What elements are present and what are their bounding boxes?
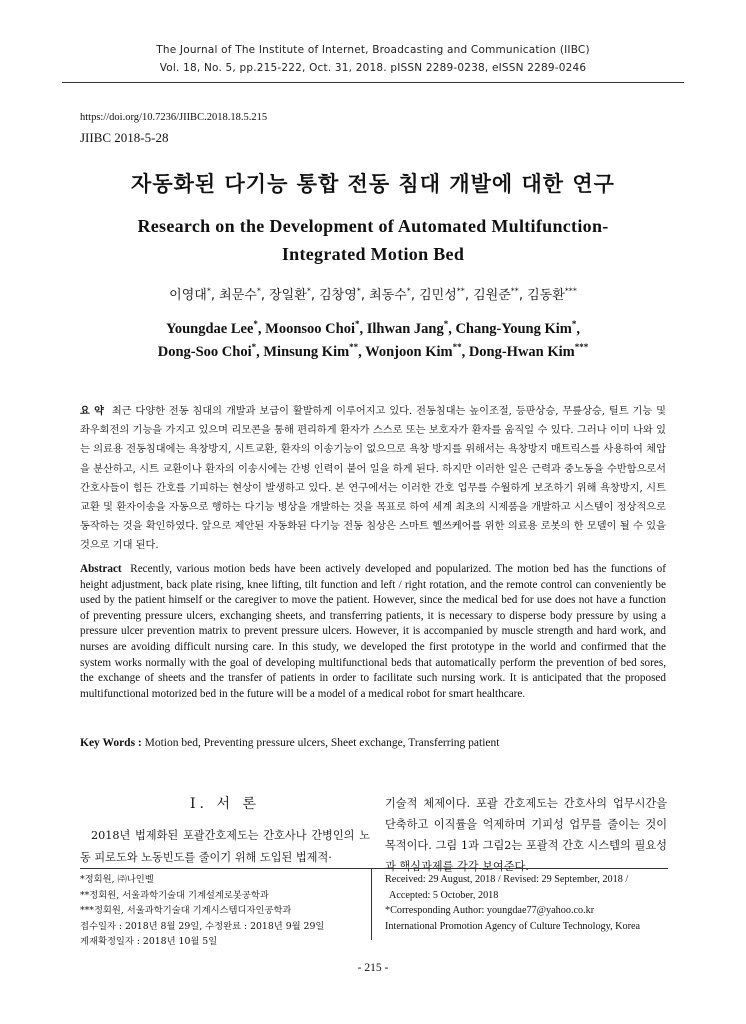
author-mark: * [443,319,449,330]
footnotes-dates [385,872,670,934]
intro-right-column: 기술적 체제이다. 포괄 간호제도는 간호사의 업무시간을 단축하고 이직률을 억제하며 기피성 업무를 줄이는 것이 목적이다. 그림 1과 그림2는 포괄적 간호 시스템의 필요성과 핵심과제를 각각 보여준다. [385,797,667,873]
author-mark: ** [349,342,359,353]
author-kor: 김동환 [527,288,565,303]
author-mark: * [356,286,361,296]
keywords [80,737,499,749]
article-id: JIIBC 2018-5-28 [80,130,169,145]
author-kor: 김원준 [473,288,511,303]
author-eng: Dong-Hwan Kim [468,344,575,360]
author-kor: 김창영 [319,288,357,303]
footnote-line: *정회원, ㈜나인벨 [80,874,154,885]
footnote-line: *Corresponding Author: youngdae77@yahoo.co.kr [385,905,595,917]
author-eng: Youngdae Lee [165,321,254,337]
keywords-label: Key Words : [80,737,142,749]
english-abstract [80,562,666,702]
author-mark: *** [564,286,577,296]
author-kor: 최문수 [219,288,257,303]
page-number: - 215 - [357,962,389,974]
footnote-line: International Promotion Agency of Culture Technology, Korea [385,920,641,932]
korean-authors: 이영대*, 최문수*, 장일환*, 김창영*, 최동수*, 김민성**, 김원준**, 김동환*** [169,286,577,303]
footnote-divider [80,868,668,869]
author-mark: ** [456,286,465,296]
english-title-line1: Research on the Development of Automated Multifunction- [137,216,609,236]
section-title-introduction: Ⅰ. 서 론 [190,796,260,812]
author-eng: Ilhwan Jang [366,321,444,337]
header-divider [62,82,684,83]
english-abstract-label: Abstract [80,563,122,575]
korean-abstract-text: 최근 다양한 전동 침대의 개발과 보급이 활발하게 이루어지고 있다. 전동침대는 높이조절, 등판상승, 무릎상승, 틸트 기능 및 좌우회전의 기능을 가지고 있으며 리모콘을 통해 편리하게 환자가 스스로 또는 보호자가 환자를 움직일 수 있다. 그러나 이미 나와 있는 의료용 전동침대에는 욕창방지, 시트교환, 환자의 이송기능이 없으므로 욕창 방지를 위해서는 욕창방지 매트릭스를 사용하여 체압을 분산하고, 시트 교환이나 환자의 이송시에는 간병 인력이 붙어 일을 하게 된다. 하지만 이러한 일은 근력과 중노동을 수반함으로서 간호사들이 힘든 간호를 기피하는 현상이 발생하고 있다. 본 연구에서는 이러한 간호 업무를 수월하게 보조하기 위해 욕창방지, 시트교환 및 환자이송을 자동으로 행하는 다기능 병상을 개발하는 것을 목표로 하여 세계 최초의 시제품을 개발하고 시스템이 정상적으로 동작하는 것을 확인하였다. 앞으로 제안된 자동화된 다기능 전동 침상은 스마트 헬쓰케어를 위한 의료용 로봇의 한 모델이 될 수 있을 것으로 기대 된다. [80,406,666,552]
doi-link[interactable]: https://doi.org/10.7236/JIIBC.2018.18.5.215 [80,112,268,123]
author-kor: 최동수 [369,288,407,303]
author-mark: ** [452,342,462,353]
author-mark: * [256,286,261,296]
keywords-text: Motion bed, Preventing pressure ulcers, Sheet exchange, Transferring patient [144,737,500,749]
author-eng: Wonjoon Kim [365,344,453,360]
korean-title: 자동화된 다기능 통합 전동 침대 개발에 대한 연구 [131,171,615,196]
korean-abstract [80,402,666,556]
author-kor: 이영대 [169,288,207,303]
footnote-line: Accepted: 5 October, 2018 [389,889,499,901]
footnotes-affiliations [80,872,368,950]
author-mark: * [354,319,360,330]
korean-abstract-label: 요 약 [80,405,104,417]
author-kor: 장일환 [269,288,307,303]
author-eng: Minsung Kim [263,344,350,360]
journal-name-line: The Journal of The Institute of Internet, Broadcasting and Communication (IIBC) [156,44,590,56]
author-mark: * [251,342,257,353]
english-authors-line1: Youngdae Lee*, Moonsoo Choi*, Ilhwan Jang*, Chang-Young Kim*, [165,319,581,337]
footnote-line: Received: 29 August, 2018 / Revised: 29 September, 2018 / [385,874,629,885]
author-kor: 김민성 [419,288,457,303]
journal-volume-line: Vol. 18, No. 5, pp.215-222, Oct. 31, 2018. pISSN 2289-0238, eISSN 2289-0246 [159,62,587,74]
english-title-line2: Integrated Motion Bed [281,244,465,264]
author-mark: * [571,319,577,330]
author-eng: Moonsoo Choi [265,321,355,337]
author-mark: * [406,286,411,296]
footnote-line: **정회원, 서울과학기술대 기계설계로봇공학과 [80,889,269,901]
author-mark: * [206,286,211,296]
footnote-line: 게재확정일자 : 2018년 10월 5일 [80,936,218,948]
author-mark: *** [574,342,589,353]
english-abstract-text: Recently, various motion beds have been actively developed and popularized. The motion bed has the functions of height adjustment, back plate rising, knee lifting, tilt function and left / right rotation, and the remote control can conveniently be used by the patient himself or the caregiver to move the patient. However, since the medical bed for use does not have a function of preventing pressure ulcers, exchanging sheets, and transferring patients, it is necessary to disperse body pressure by using a pressure ulcer prevention matrix to prevent pressure ulcers. However, it is accompanied by muscle strength and hard work, and nurses are avoiding difficult nursing care. In this study, we developed the first prototype in the world and confirmed that the system works normally with the goal of developing multifunctional beds that automatically perform the prevention of bed sores, the exchange of sheets and the transfer of patients in order to facilitate such nursing work. It is anticipated that the proposed multifunctional motorized bed in the future will be a model of a medical robot for smart healthcare. [80,563,666,700]
author-mark: * [253,319,258,330]
footnote-line: ***정회원, 서울과학기술대 기계시스템디자인공학과 [80,905,292,917]
author-mark: * [306,286,311,296]
intro-left-column [80,825,370,868]
footnote-line: 접수일자 : 2018년 8월 29일, 수정완료 : 2018년 9월 29일 [80,920,325,932]
author-mark: ** [510,286,519,296]
author-eng: Chang-Young Kim [455,321,572,337]
intro-left-text: 2018년 법제화된 포괄간호제도는 간호사나 간병인의 노동 피로도와 노동빈도를 줄이기 위해 도입된 법제적· [80,829,370,864]
english-authors-line2: Dong-Soo Choi*, Minsung Kim**, Wonjoon Kim**, Dong-Hwan Kim*** [157,342,589,360]
footnote-column-divider [371,868,372,940]
author-eng: Dong-Soo Choi [157,344,252,360]
